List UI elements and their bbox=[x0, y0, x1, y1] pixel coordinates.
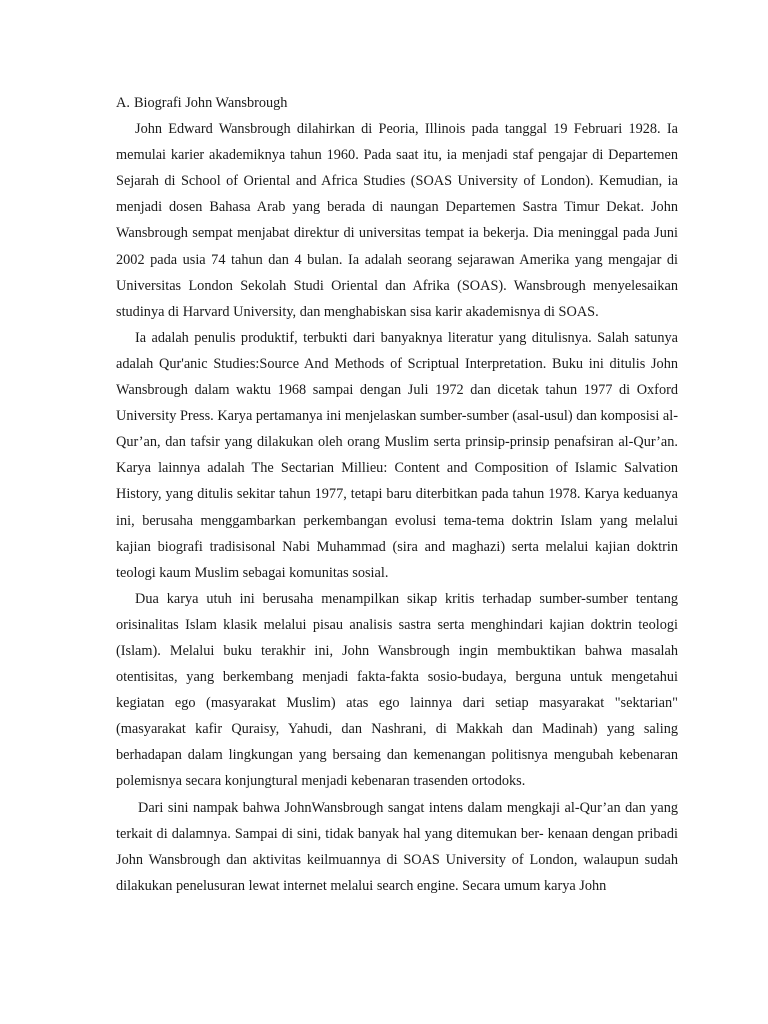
paragraph-biography: John Edward Wansbrough dilahirkan di Peoria, Illinois pada tanggal 19 Februari 1928. Ia memulai karier akademiknya tahun 1960. Pada saat itu, ia menjadi staf pengajar di Departemen Sejarah di School of Oriental and Africa Studies (SOAS University of London). Kemudian, ia menjadi dosen Bahasa Arab yang berada di naungan Departemen Sastra Timur Dekat. John Wansbrough sempat menjabat direktur di universitas tempat ia bekerja. Dia meninggal pada Juni 2002 pada usia 74 tahun dan 4 bulan. Ia adalah seorang sejarawan Amerika yang mengajar di Universitas London Sekolah Studi Oriental dan Afrika (SOAS). Wansbrough menyelesaikan studinya di Harvard University, dan menghabiskan sisa karir akademisnya di SOAS. bbox=[116, 121, 678, 320]
section-title: Biografi John Wansbrough bbox=[134, 95, 288, 111]
paragraph-critique: Dua karya utuh ini berusaha menampilkan sikap kritis terhadap sumber-sumber tentang orisinalitas Islam klasik melalui pisau analisis sastra serta menghindari kajian doktrin teologi (Islam). Melalui buku terakhir ini, John Wansbrough ingin membuktikan bahwa masalah otentisitas, yang berkembang menjadi fakta-fakta sosio-budaya, berguna untuk mengetahui kegiatan ego (masyarakat Muslim) atas ego lainnya dari setiap masyarakat "sektarian" (masyarakat kafir Quraisy, Yahudi, dan Nashrani, di Makkah dan Madinah) yang saling berhadapan dalam lingkungan yang bersaing dan kemenangan politisnya mengubah kebenaran polemisnya secara konjungtural menjadi kebenaran trasenden ortodoks. bbox=[116, 590, 678, 790]
paragraph-works: Ia adalah penulis produktif, terbukti dari banyaknya literatur yang ditulisnya. Salah satunya adalah Qur'anic Studies:Source And Methods of Scriptual Interpretation. Buku ini ditulis John Wansbrough dalam waktu 1968 sampai dengan Juli 1972 dan dicetak tahun 1977 di Oxford University Press. Karya pertamanya ini menjelaskan sumber-sumber (asal-usul) dan komposisi al-Qur’an, dan tafsir yang dilakukan oleh orang Muslim serta prinsip-prinsip penafsiran al-Qur’an. Karya lainnya adalah The Sectarian Millieu: Content and Composition of Islamic Salvation History, yang ditulis sekitar tahun 1977, tetapi baru diterbitkan pada tahun 1978. Karya keduanya ini, berusaha menggambarkan perkembangan evolusi tema-tema doktrin Islam yang melalui kajian biografi tradisisonal Nabi Muhammad (sira and maghazi) serta melalui kajian doktrin teologi kaum Muslim sebagai komunitas sosial. bbox=[116, 329, 678, 581]
section-marker: A. bbox=[116, 95, 130, 111]
document-body bbox=[116, 90, 678, 899]
paragraph-conclusion: Dari sini nampak bahwa JohnWansbrough sangat intens dalam mengkaji al-Qur’an dan yang terkait di dalamnya. Sampai di sini, tidak banyak hal yang ditemukan ber- kenaan dengan pribadi John Wansbrough dan aktivitas keilmuannya di SOAS University of London, walaupun sudah dilakukan penelusuran lewat internet melalui search engine. Secara umum karya John bbox=[116, 799, 678, 894]
section-heading bbox=[116, 90, 678, 116]
